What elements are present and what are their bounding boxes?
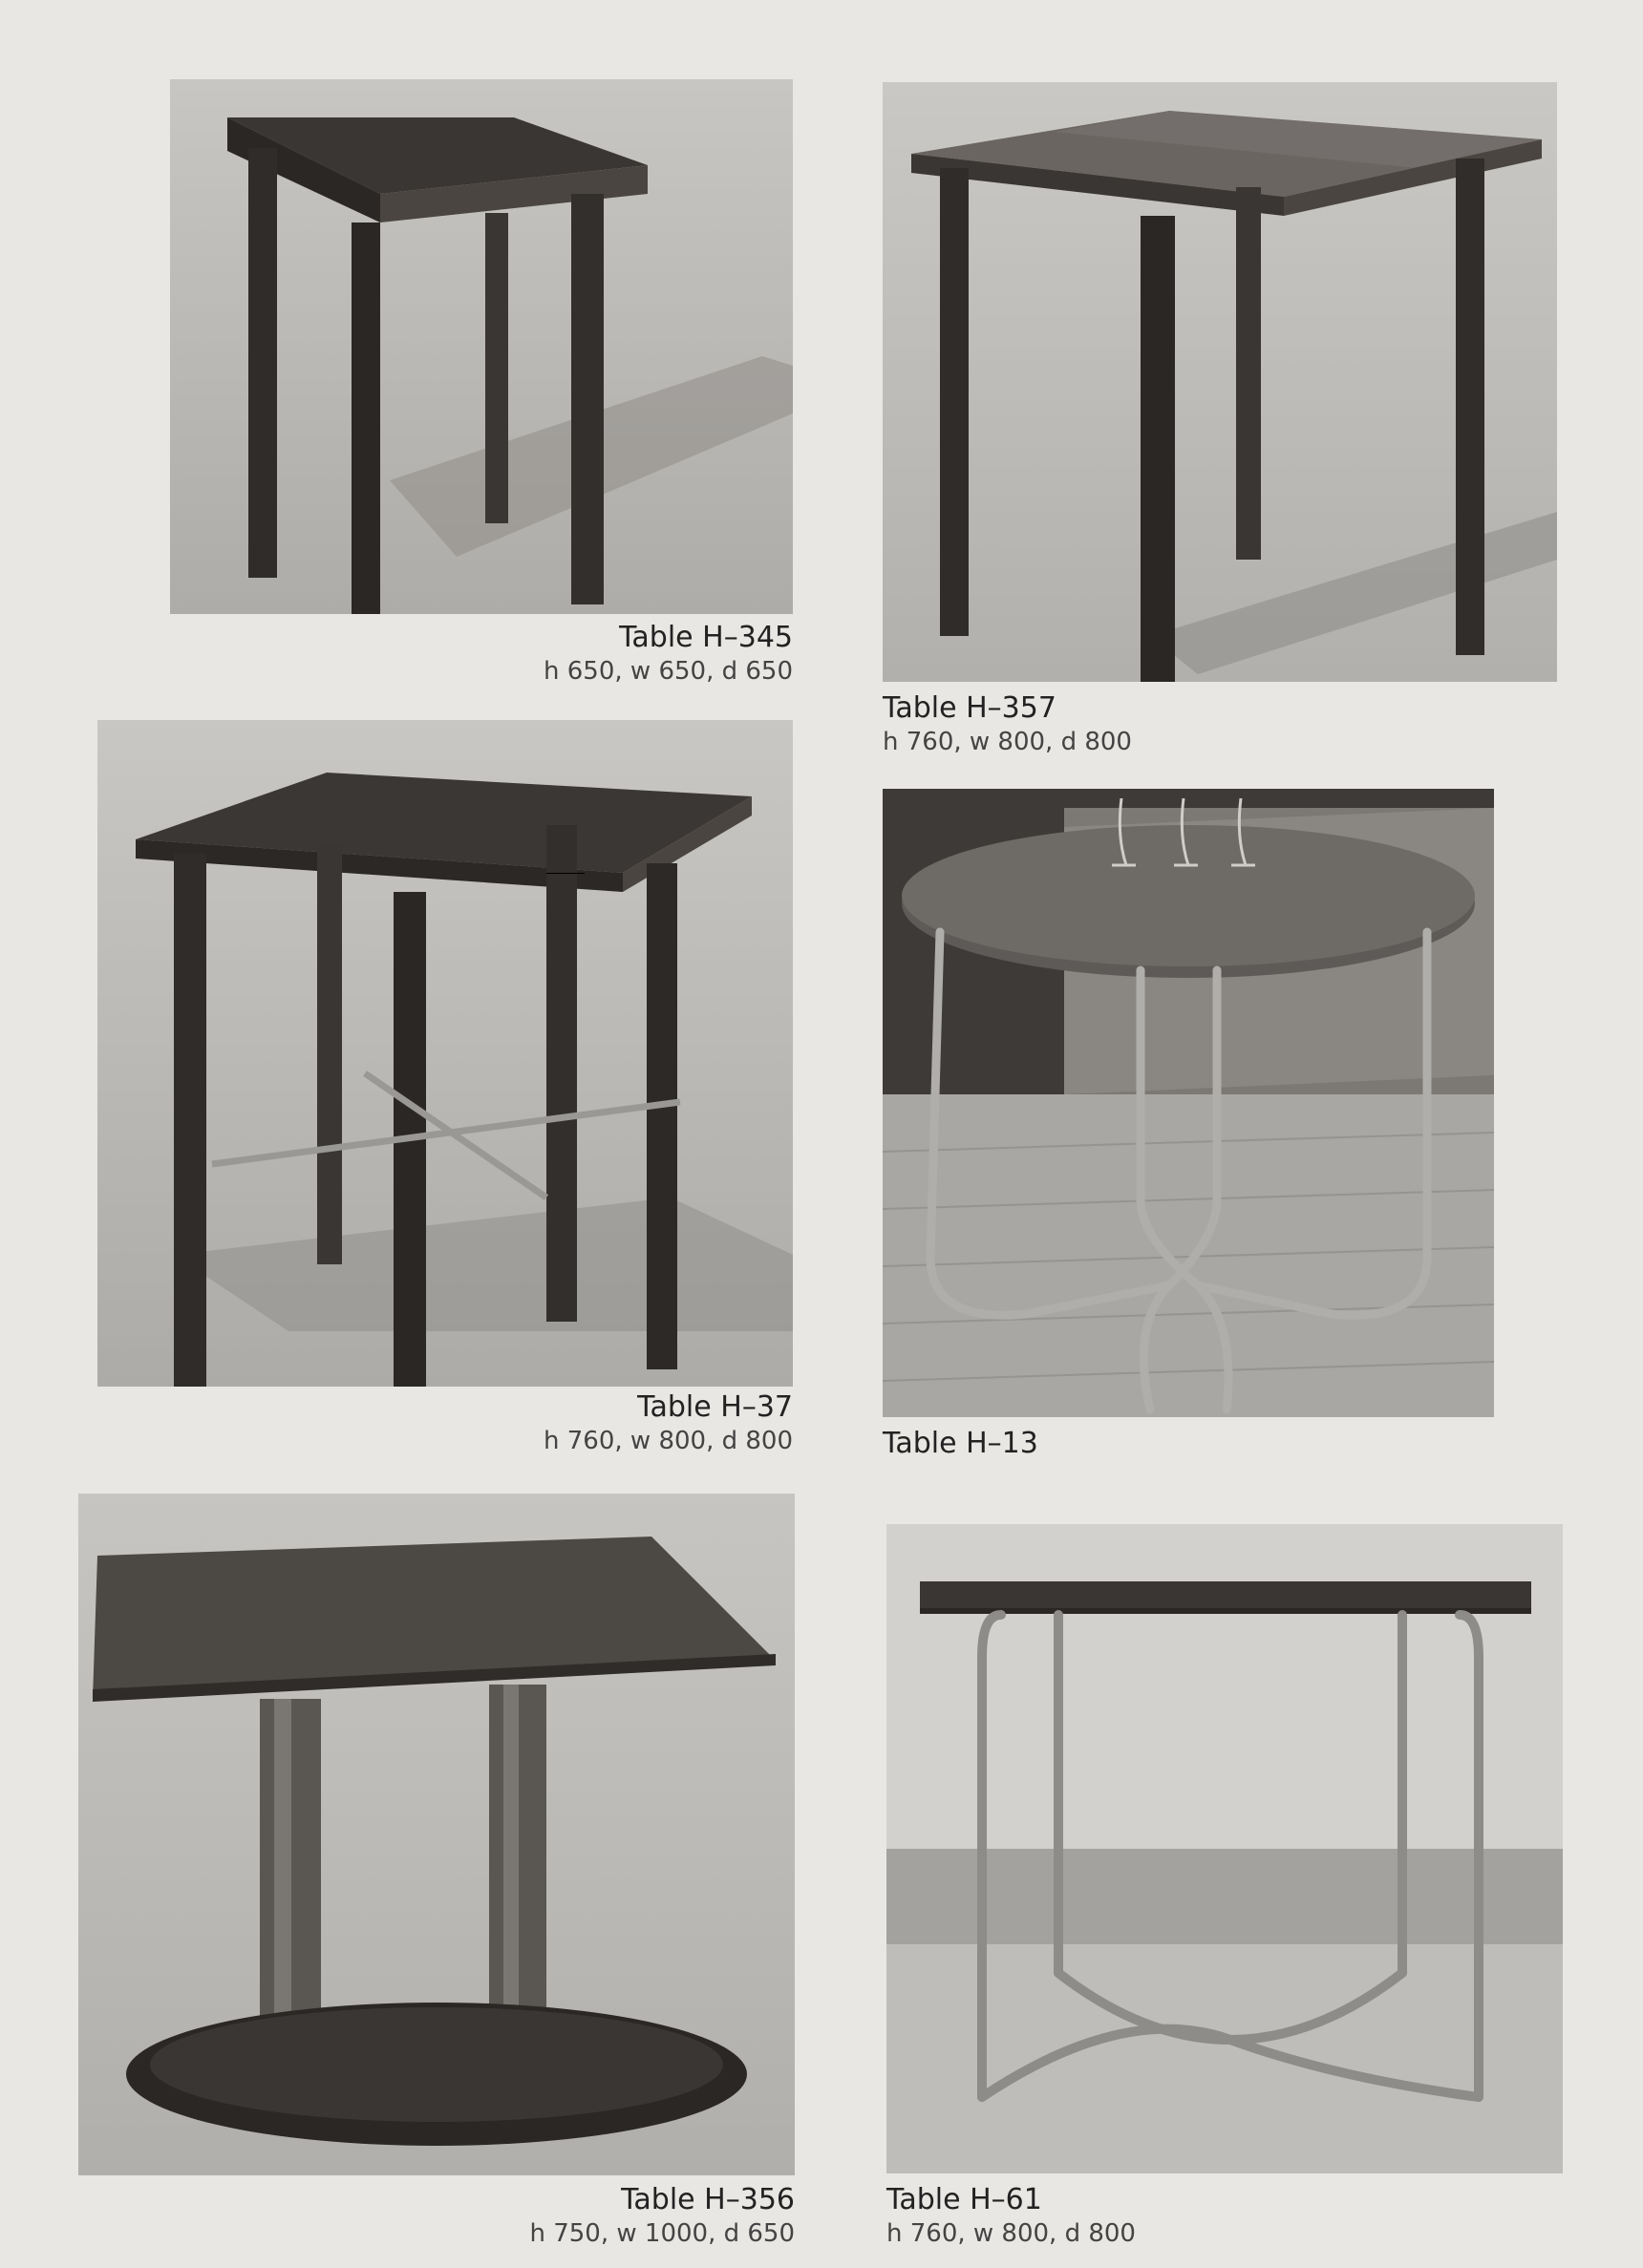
- table-dimensions: h 750, w 1000, d 650: [529, 2219, 795, 2248]
- table-dimensions: h 760, w 800, d 800: [886, 2219, 1136, 2248]
- table-dimensions: h 650, w 650, d 650: [544, 657, 793, 686]
- table-dimensions: h 760, w 800, d 800: [544, 1427, 793, 1455]
- caption-table-h345: [478, 621, 793, 688]
- table-name: Table H–13: [883, 1427, 1038, 1460]
- caption-table-h13: [883, 1427, 1265, 1461]
- photo-table-h61: [886, 1524, 1563, 2173]
- table-name: Table H–37: [637, 1390, 793, 1424]
- table-name: Table H–357: [883, 691, 1056, 725]
- photo-table-h356: [78, 1494, 795, 2175]
- photo-table-h13: [883, 789, 1494, 1417]
- caption-table-h37: [478, 1390, 793, 1457]
- table-name: Table H–345: [619, 621, 793, 654]
- caption-table-h61: [886, 2183, 1269, 2250]
- table-name: Table H–61: [886, 2183, 1042, 2216]
- photo-table-h357: [883, 82, 1557, 682]
- photo-table-h37: [97, 720, 793, 1387]
- caption-table-h356: [430, 2183, 795, 2250]
- photo-table-h345: [170, 79, 793, 614]
- table-name: Table H–356: [621, 2183, 795, 2216]
- caption-table-h357: [883, 691, 1265, 758]
- table-dimensions: h 760, w 800, d 800: [883, 728, 1132, 756]
